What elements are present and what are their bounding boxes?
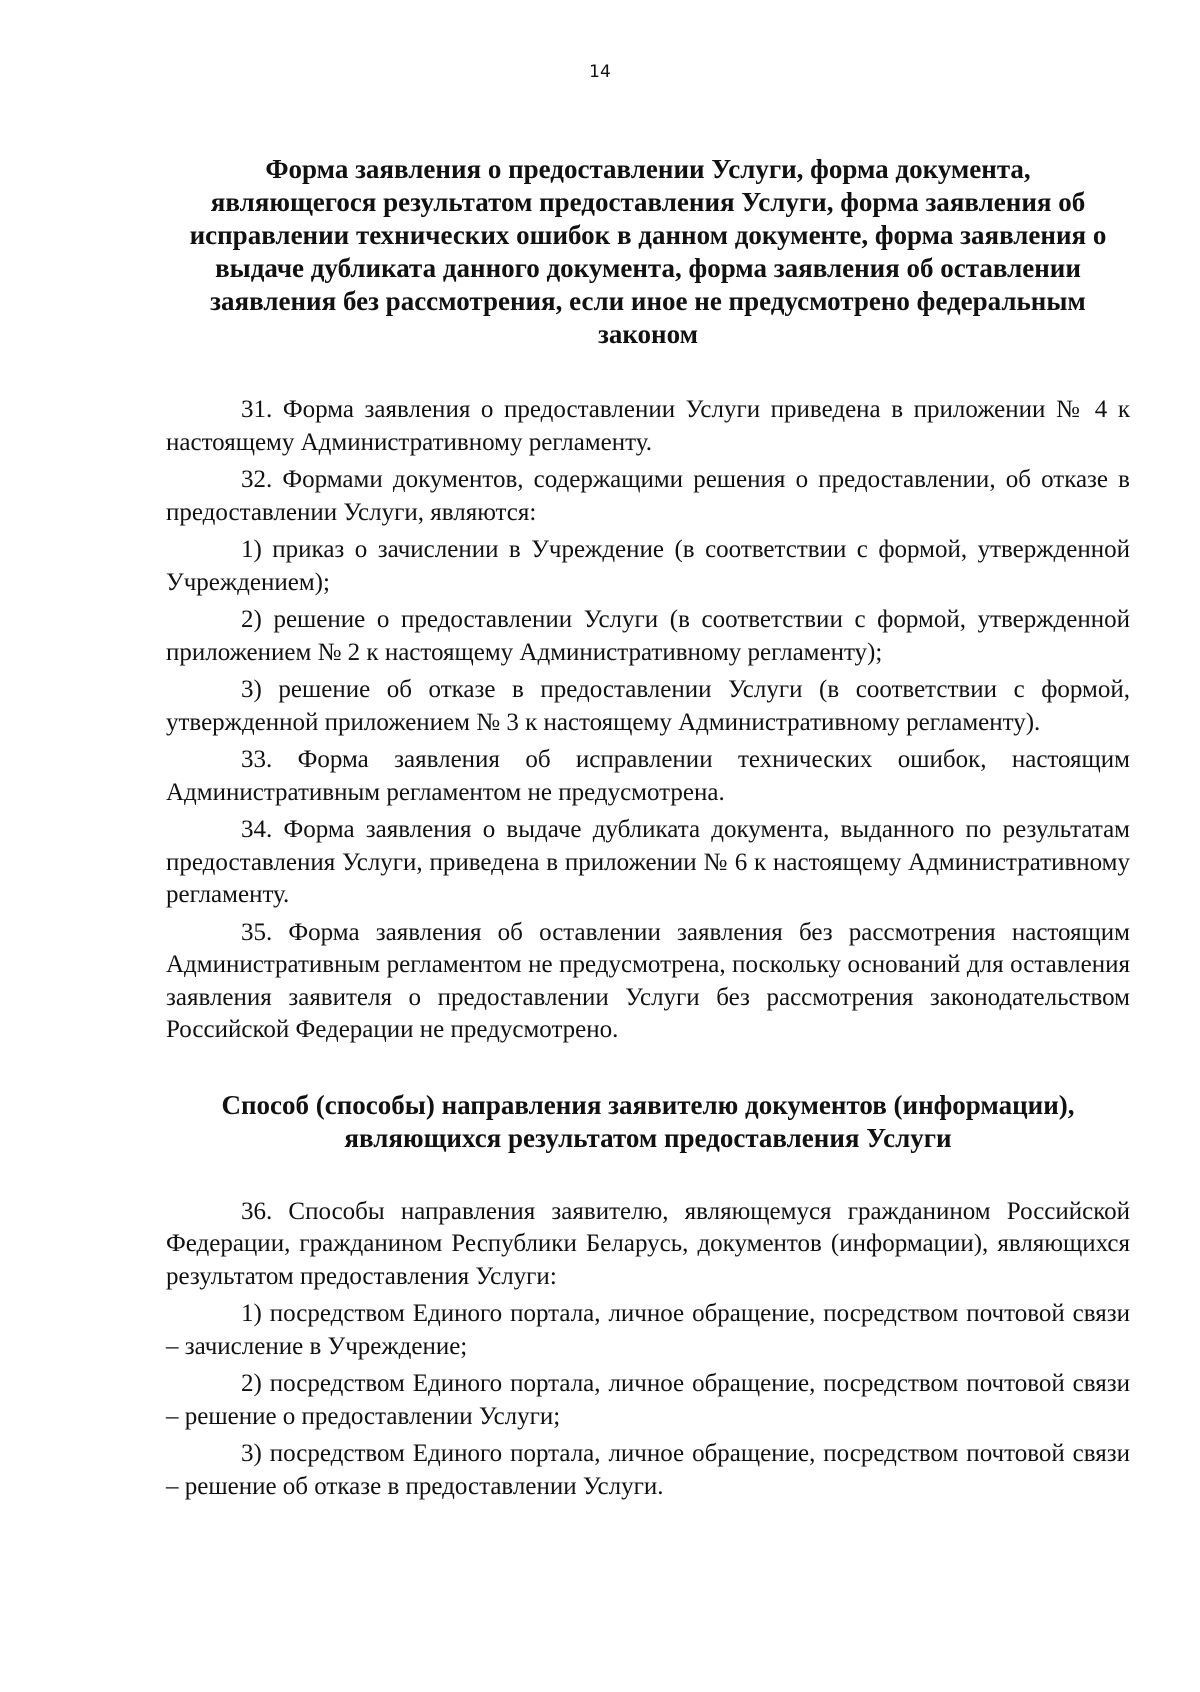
section-heading-forms: Форма заявления о предоставлении Услуги, форма документа, являющегося результатом предоставления Услуги, форма заявления об исправлении технических ошибок в данном документе, форма заявления о выдаче дубликата данного документа, форма заявления об оставлении заявления без рассмотрения, если иное не предусмотрено федеральным законом bbox=[189, 154, 1107, 349]
page-number: 14 bbox=[589, 62, 611, 82]
paragraph-34: 34. Форма заявления о выдаче дубликата документа, выданного по результатам предоставления Услуги, приведена в приложении № 6 к настоящему Административному регламенту. bbox=[166, 816, 1130, 908]
paragraph-32-item-1: 1) приказ о зачислении в Учреждение (в соответствии с формой, утвержденной Учреждением); bbox=[166, 536, 1130, 596]
paragraph-32-item-3: 3) решение об отказе в предоставлении Услуги (в соответствии с формой, утвержденной приложением № 3 к настоящему Административному регламенту). bbox=[166, 676, 1130, 736]
paragraph-31: 31. Форма заявления о предоставлении Услуги приведена в приложении № 4 к настоящему Административному регламенту. bbox=[166, 396, 1130, 456]
paragraph-36-item-2: 2) посредством Единого портала, личное обращение, посредством почтовой связи – решение о предоставлении Услуги; bbox=[166, 1370, 1130, 1430]
paragraph-32: 32. Формами документов, содержащими решения о предоставлении, об отказе в предоставлении Услуги, являются: bbox=[166, 466, 1130, 526]
paragraph-36-item-3: 3) посредством Единого портала, личное обращение, посредством почтовой связи – решение об отказе в предоставлении Услуги. bbox=[166, 1440, 1130, 1500]
paragraph-32-item-2: 2) решение о предоставлении Услуги (в соответствии с формой, утвержденной приложением № 2 к настоящему Административному регламенту); bbox=[166, 606, 1130, 666]
paragraph-35: 35. Форма заявления об оставлении заявления без рассмотрения настоящим Административным регламентом не предусмотрена, поскольку оснований для оставления заявления заявителя о предоставлении Услуги без рассмотрения законодательством Российской Федерации не предусмотрено. bbox=[166, 918, 1130, 1043]
paragraph-36: 36. Способы направления заявителю, являющемуся гражданином Российской Федерации, гражданином Республики Беларусь, документов (информации), являющихся результатом предоставления Услуги: bbox=[166, 1197, 1130, 1290]
section-heading-delivery: Способ (способы) направления заявителю документов (информации), являющихся результатом предоставления Услуги bbox=[221, 1089, 1075, 1153]
document-body bbox=[166, 153, 1130, 1508]
paragraph-36-item-1: 1) посредством Единого портала, личное обращение, посредством почтовой связи – зачисление в Учреждение; bbox=[166, 1300, 1130, 1360]
paragraph-33: 33. Форма заявления об исправлении технических ошибок, настоящим Административным регламентом не предусмотрена. bbox=[166, 746, 1130, 806]
